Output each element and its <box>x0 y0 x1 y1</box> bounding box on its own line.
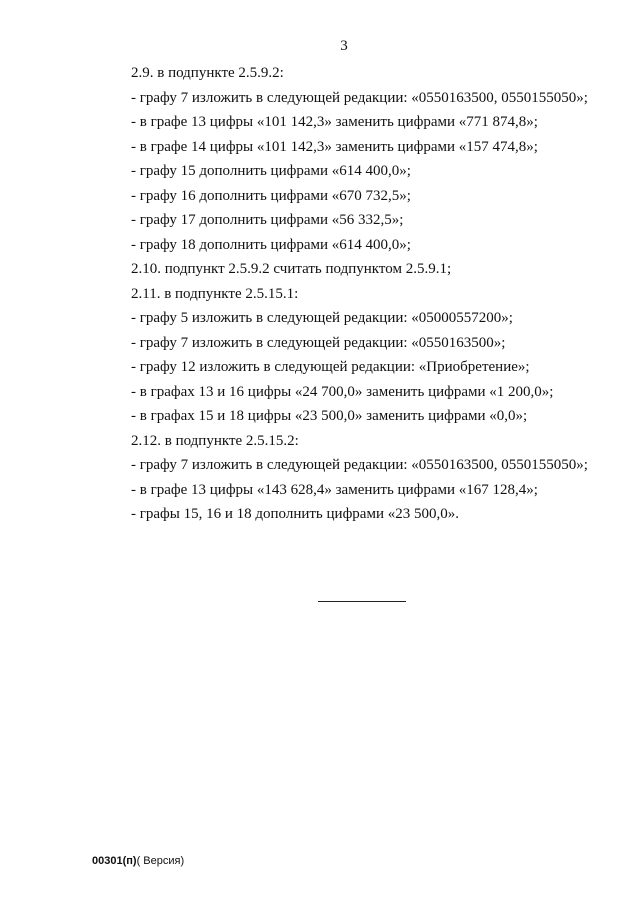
section-heading-2-12: 2.12. в подпункте 2.5.15.2: <box>131 432 299 449</box>
list-item: - графу 15 дополнить цифрами «614 400,0»; <box>131 163 411 179</box>
list-item: - графу 16 дополнить цифрами «670 732,5»; <box>131 187 411 204</box>
list-item: - графу 7 изложить в следующей редакции: «0550163500, 0550155050»; <box>131 89 588 106</box>
list-item: - графу 18 дополнить цифрами «614 400,0»; <box>131 236 411 253</box>
list-item: - графы 15, 16 и 18 дополнить цифрами «23 500,0». <box>131 506 459 522</box>
document-body <box>131 61 621 527</box>
footer-version: ( Версия) <box>136 855 185 867</box>
end-divider-line <box>318 601 406 602</box>
section-heading-2-9: 2.9. в подпункте 2.5.9.2: <box>131 65 284 81</box>
list-item: - в графе 13 цифры «143 628,4» заменить цифрами «167 128,4»; <box>131 481 538 498</box>
section-heading-2-11: 2.11. в подпункте 2.5.15.1: <box>131 285 299 302</box>
list-item: - в графах 15 и 18 цифры «23 500,0» заменить цифрами «0,0»; <box>131 408 528 424</box>
page-number: 3 <box>340 38 348 54</box>
list-item: - графу 7 изложить в следующей редакции: «0550163500, 0550155050»; <box>131 457 588 473</box>
list-item: - графу 5 изложить в следующей редакции: «05000557200»; <box>131 310 513 326</box>
list-item: - в графах 13 и 16 цифры «24 700,0» заменить цифрами «1 200,0»; <box>131 383 554 400</box>
section-heading-2-10: 2.10. подпункт 2.5.9.2 считать подпунктом 2.5.9.1; <box>131 261 452 277</box>
list-item: - графу 17 дополнить цифрами «56 332,5»; <box>131 212 404 228</box>
footer-document-code: 00301(п) <box>92 855 137 867</box>
list-item: - в графе 14 цифры «101 142,3» заменить цифрами «157 474,8»; <box>131 138 538 155</box>
footer <box>92 855 184 867</box>
list-item: - в графе 13 цифры «101 142,3» заменить цифрами «771 874,8»; <box>131 114 538 130</box>
list-item: - графу 12 изложить в следующей редакции: «Приобретение»; <box>131 359 530 375</box>
list-item: - графу 7 изложить в следующей редакции: «0550163500»; <box>131 334 506 351</box>
